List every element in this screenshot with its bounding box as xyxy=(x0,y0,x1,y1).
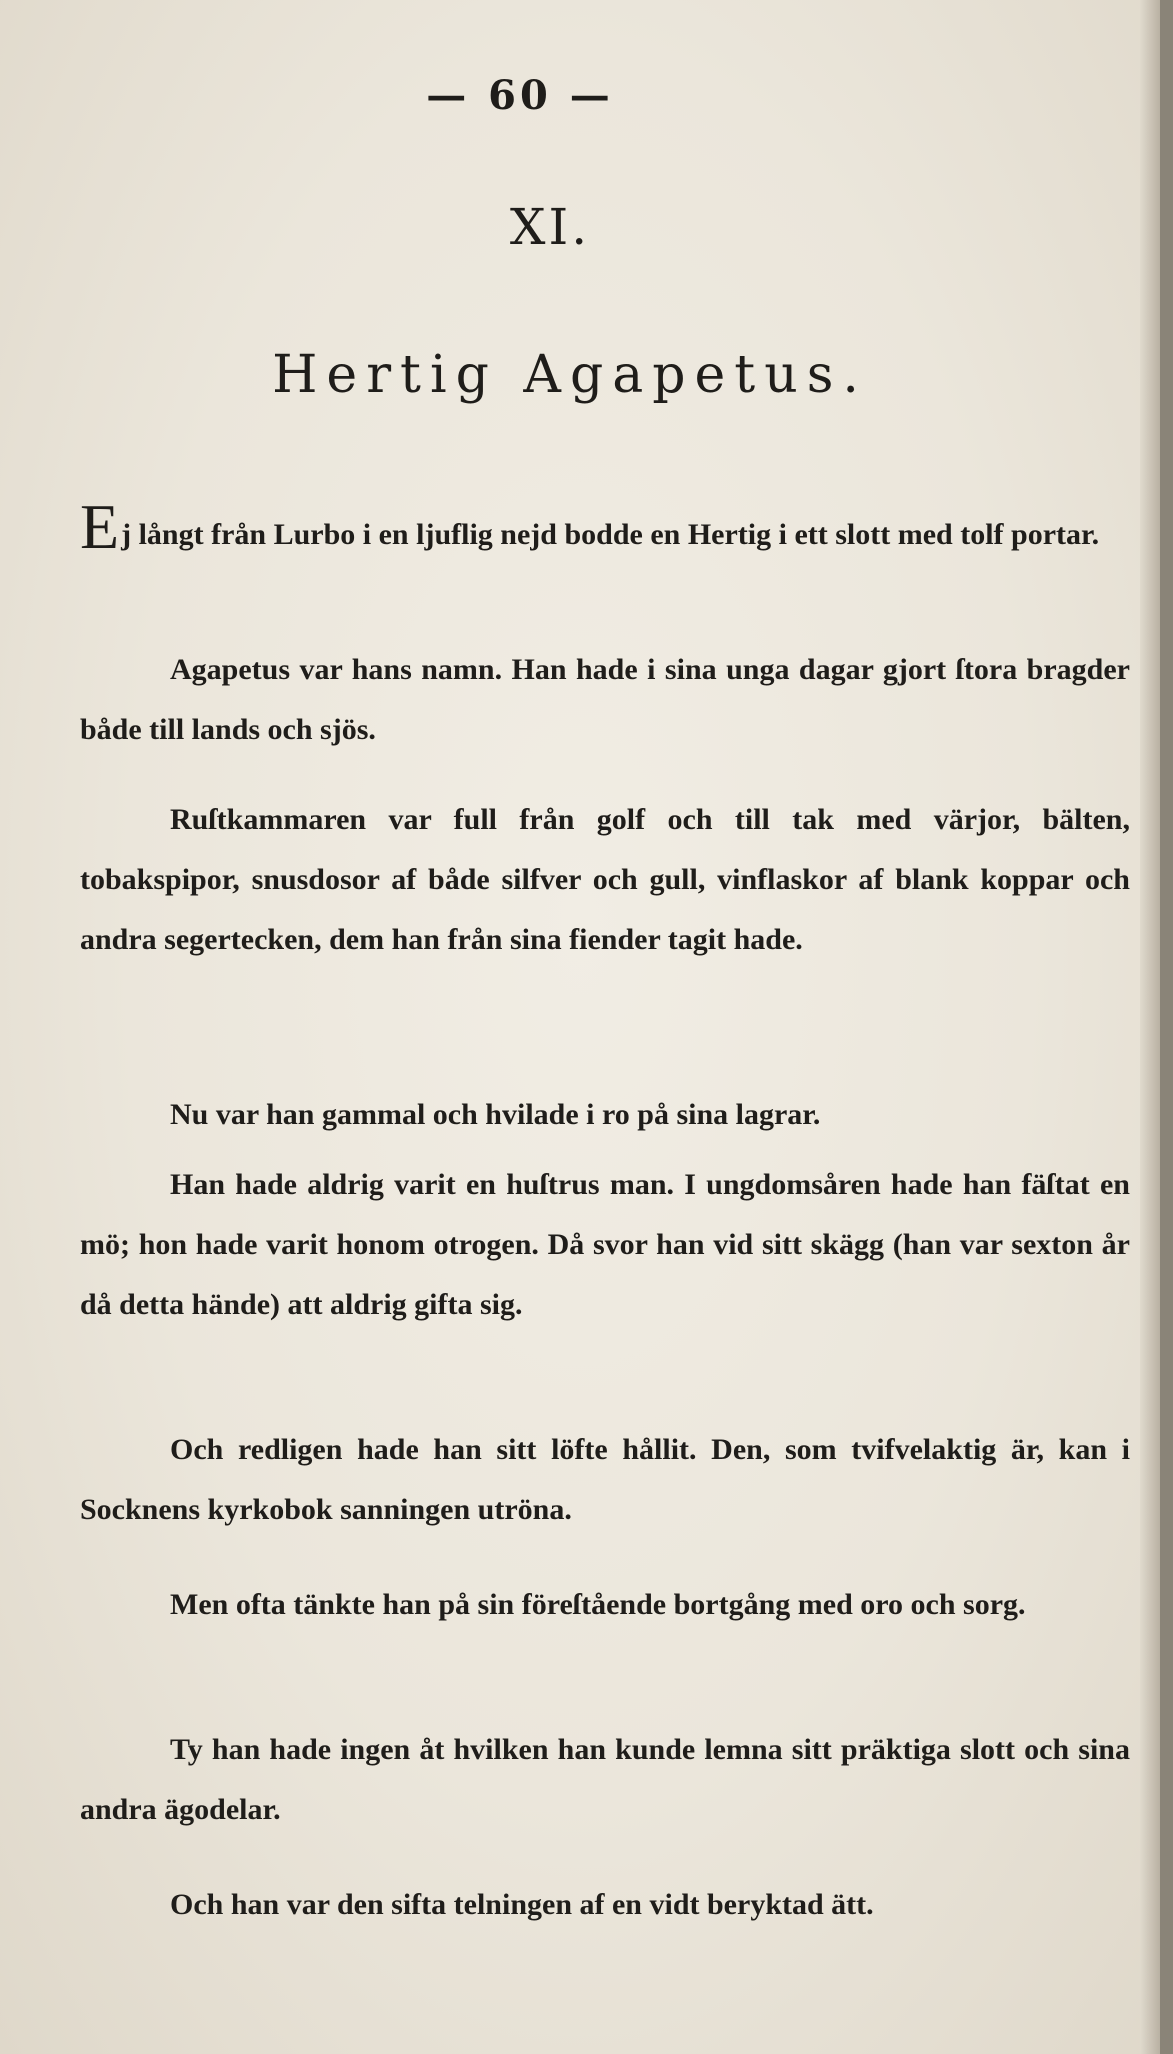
paragraph-text: j långt från Lurbo i en ljuflig nejd bodde en Hertig i ett slott med tolf portar. xyxy=(121,518,1100,551)
paragraph-8: Ty han hade ingen åt hvilken han kunde lemna sitt präktiga slott och sina andra ägodelar. xyxy=(80,1733,1130,1826)
paragraph-6: Och redligen hade han sitt löfte hållit. Den, som tvifvelaktig är, kan i Socknens kyrkobok sanningen utröna. xyxy=(80,1433,1130,1526)
page-edge-shadow xyxy=(1140,0,1160,2054)
paragraph-9: Och han var den sifta telningen af en vidt beryktad ätt. xyxy=(170,1888,874,1921)
paragraph-3: Ruſtkammaren var full från golf och till tak med värjor, bälten, tobakspipor, snusdosor af både silfver och gull, vinflaskor af blank koppar och andra segertecken, dem han från sina fiender tagit hade. xyxy=(80,803,1130,956)
paragraph-4: Nu var han gammal och hvilade i ro på sina lagrar. xyxy=(170,1098,821,1131)
paragraph-7: Men ofta tänkte han på sin föreſtående bortgång med oro och sorg. xyxy=(170,1588,1026,1621)
drop-cap: E xyxy=(80,491,120,562)
chapter-number: XI. xyxy=(509,198,591,256)
paragraph-5: Han hade aldrig varit en huſtrus man. I ungdomsåren hade han fäſtat en mö; hon hade varit honom otrogen. Då svor han vid sitt skägg (han var sexton år då detta hände) att aldrig gifta sig. xyxy=(80,1168,1130,1321)
paragraph-2: Agapetus var hans namn. Han hade i sina unga dagar gjort ſtora bragder både till lands och sjös. xyxy=(80,653,1130,746)
page-number: — 60 — xyxy=(426,72,614,119)
paragraph-1 xyxy=(80,491,1130,565)
chapter-title: Hertig Agapetus. xyxy=(272,345,868,405)
